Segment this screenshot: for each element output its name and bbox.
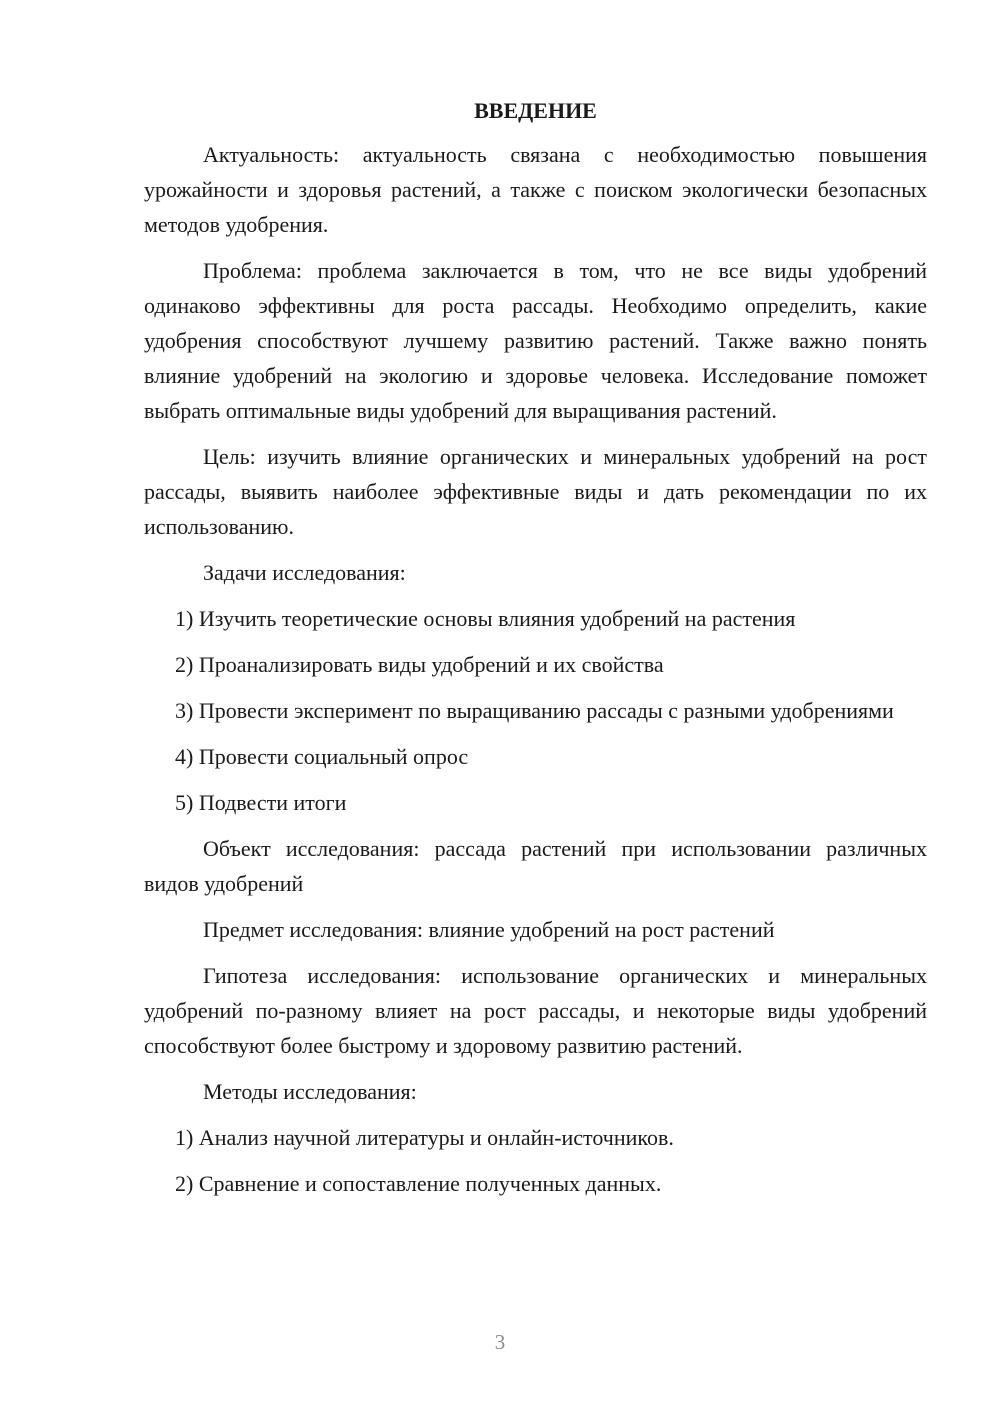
relevance-paragraph: Актуальность: актуальность связана с необходимостью повышения урожайности и здоровья растений, а также с поиском экологически безопасных методов удобрения. xyxy=(144,142,927,237)
page-number: 3 xyxy=(494,1330,506,1354)
methods-heading: Методы исследования: xyxy=(203,1079,417,1104)
task-item-2: 2) Проанализировать виды удобрений и их свойства xyxy=(175,652,664,677)
method-item-1: 1) Анализ научной литературы и онлайн-источников. xyxy=(175,1125,674,1150)
hypothesis-paragraph: Гипотеза исследования: использование органических и минеральных удобрений по-разному влияет на рост рассады, и некоторые виды удобрений способствуют более быстрому и здоровому развитию растений. xyxy=(144,963,927,1058)
task-item-1: 1) Изучить теоретические основы влияния удобрений на растения xyxy=(175,606,796,631)
problem-paragraph: Проблема: проблема заключается в том, что не все виды удобрений одинаково эффективны для роста рассады. Необходимо определить, какие удобрения способствуют лучшему развитию растений. Также важно понять влияние удобрений на экологию и здоровье человека. Исследование поможет выбрать оптимальные виды удобрений для выращивания растений. xyxy=(144,258,927,423)
page-content xyxy=(144,96,927,1212)
object-paragraph: Объект исследования: рассада растений при использовании различных видов удобрений xyxy=(144,836,927,896)
task-item-4: 4) Провести социальный опрос xyxy=(175,744,469,769)
task-item-5: 5) Подвести итоги xyxy=(175,790,347,815)
subject-paragraph: Предмет исследования: влияние удобрений на рост растений xyxy=(203,917,775,942)
goal-paragraph: Цель: изучить влияние органических и минеральных удобрений на рост рассады, выявить наиболее эффективные виды и дать рекомендации по их использованию. xyxy=(144,444,927,539)
task-item-3: 3) Провести эксперимент по выращиванию рассады с разными удобрениями xyxy=(175,698,894,723)
method-item-2: 2) Сравнение и сопоставление полученных данных. xyxy=(175,1171,662,1196)
section-title: ВВЕДЕНИЕ xyxy=(474,98,597,123)
tasks-heading: Задачи исследования: xyxy=(203,560,406,585)
